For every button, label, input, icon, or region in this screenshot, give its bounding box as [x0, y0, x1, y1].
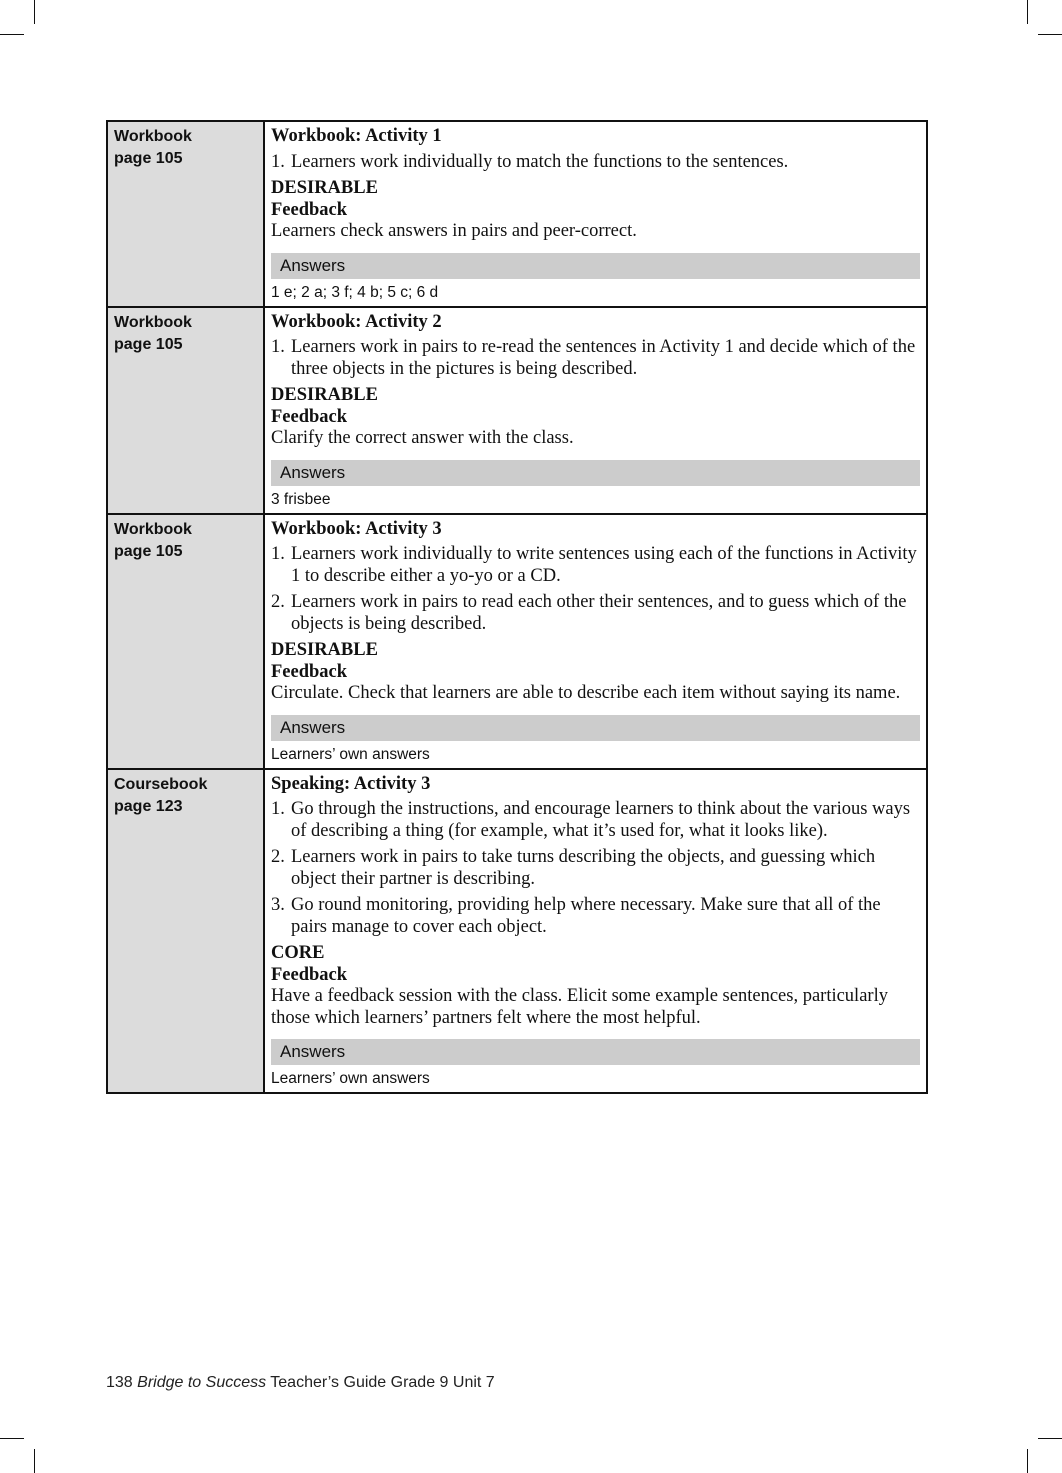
resource-page: page 105 — [114, 542, 183, 560]
crop-mark — [0, 1438, 24, 1439]
activity-step — [271, 847, 920, 890]
answers-heading: Answers — [271, 715, 920, 741]
resource-name: Coursebook — [114, 775, 208, 793]
resource-cell — [107, 121, 264, 307]
page-footer — [106, 1374, 495, 1392]
resource-page: page 123 — [114, 797, 183, 815]
feedback-text: Clarify the correct answer with the class. — [271, 428, 574, 448]
activity-step — [271, 799, 920, 842]
lesson-rows — [107, 121, 927, 1093]
activity-cell — [264, 514, 927, 769]
activity-cell — [264, 769, 927, 1094]
feedback-heading: Feedback — [271, 406, 348, 427]
resource-name: Workbook — [114, 128, 192, 145]
step-number: 2. — [271, 847, 285, 867]
resource-label — [108, 308, 263, 356]
crop-mark — [0, 34, 24, 35]
resource-page: page 105 — [114, 150, 183, 167]
resource-label — [108, 122, 263, 170]
resource-name: Workbook — [114, 313, 192, 331]
activity-title: Workbook: Activity 1 — [271, 126, 442, 146]
step-text: Learners work individually to write sentences using each of the functions in Activity 1 to describe either a yo-yo or a CD. — [291, 544, 917, 586]
activity-step — [271, 544, 920, 587]
answers-text: Learners’ own answers — [271, 1070, 430, 1087]
level-label: DESIRABLE — [271, 640, 378, 660]
crop-mark — [1027, 1449, 1028, 1473]
answers-heading: Answers — [271, 253, 920, 279]
resource-cell — [107, 769, 264, 1094]
crop-mark — [1027, 0, 1028, 24]
feedback-heading: Feedback — [271, 964, 348, 985]
lesson-row — [107, 121, 927, 307]
activity-cell — [264, 121, 927, 307]
answers-text: 1 e; 2 a; 3 f; 4 b; 5 c; 6 d — [271, 283, 439, 301]
resource-cell — [107, 307, 264, 514]
step-number: 3. — [271, 895, 285, 915]
feedback-text: Have a feedback session with the class. Elicit some example sentences, particularly those which learners’ partners felt where the most helpful. — [271, 986, 888, 1028]
level-label: CORE — [271, 943, 325, 963]
activity-title: Workbook: Activity 2 — [271, 311, 442, 332]
activity-step — [271, 895, 920, 938]
step-text: Learners work in pairs to take turns describing the objects, and guessing which object their partner is describing. — [291, 847, 876, 889]
page-number: 138 — [106, 1374, 133, 1391]
step-text: Learners work in pairs to re-read the sentences in Activity 1 and decide which of the three objects in the pictures is being described. — [291, 337, 916, 379]
activity-title: Workbook: Activity 3 — [271, 518, 442, 539]
step-number: 1. — [271, 151, 285, 172]
step-text: Go round monitoring, providing help where necessary. Make sure that all of the pairs manage to cover each object. — [291, 895, 881, 937]
answers-text: Learners’ own answers — [271, 745, 430, 763]
crop-mark — [34, 1449, 35, 1473]
step-text: Learners work in pairs to read each other their sentences, and to guess which of the objects is being described. — [291, 592, 907, 634]
crop-mark — [34, 0, 35, 24]
lesson-table — [106, 120, 928, 1094]
level-label: DESIRABLE — [271, 385, 378, 405]
step-text: Learners work individually to match the functions to the sentences. — [291, 151, 789, 172]
resource-cell — [107, 514, 264, 769]
answers-heading: Answers — [271, 460, 920, 486]
resource-label — [108, 515, 263, 563]
resource-label — [108, 770, 263, 818]
step-number: 1. — [271, 337, 285, 357]
activity-title: Speaking: Activity 3 — [271, 773, 431, 794]
activity-step — [271, 592, 920, 635]
feedback-text: Learners check answers in pairs and peer-correct. — [271, 221, 637, 241]
activity-step — [271, 337, 920, 380]
step-number: 2. — [271, 592, 285, 612]
resource-name: Workbook — [114, 520, 192, 538]
activity-cell — [264, 307, 927, 514]
feedback-heading: Feedback — [271, 661, 348, 682]
crop-mark — [1038, 34, 1062, 35]
resource-page: page 105 — [114, 335, 183, 353]
lesson-row — [107, 307, 927, 514]
step-number: 1. — [271, 544, 285, 564]
footer-rest: Teacher’s Guide Grade 9 Unit 7 — [270, 1374, 495, 1391]
activity-step — [271, 152, 920, 174]
step-number: 1. — [271, 799, 285, 819]
answers-heading: Answers — [271, 1039, 920, 1065]
crop-mark — [1038, 1438, 1062, 1439]
book-title: Bridge to Success — [137, 1374, 267, 1391]
level-label: DESIRABLE — [271, 178, 378, 198]
lesson-row — [107, 514, 927, 769]
answers-text: 3 frisbee — [271, 490, 331, 508]
feedback-heading: Feedback — [271, 199, 348, 220]
lesson-row — [107, 769, 927, 1094]
step-text: Go through the instructions, and encourage learners to think about the various ways of describing a thing (for example, what it’s used for, what it looks like). — [291, 799, 911, 841]
feedback-text: Circulate. Check that learners are able to describe each item without saying its name. — [271, 683, 901, 703]
